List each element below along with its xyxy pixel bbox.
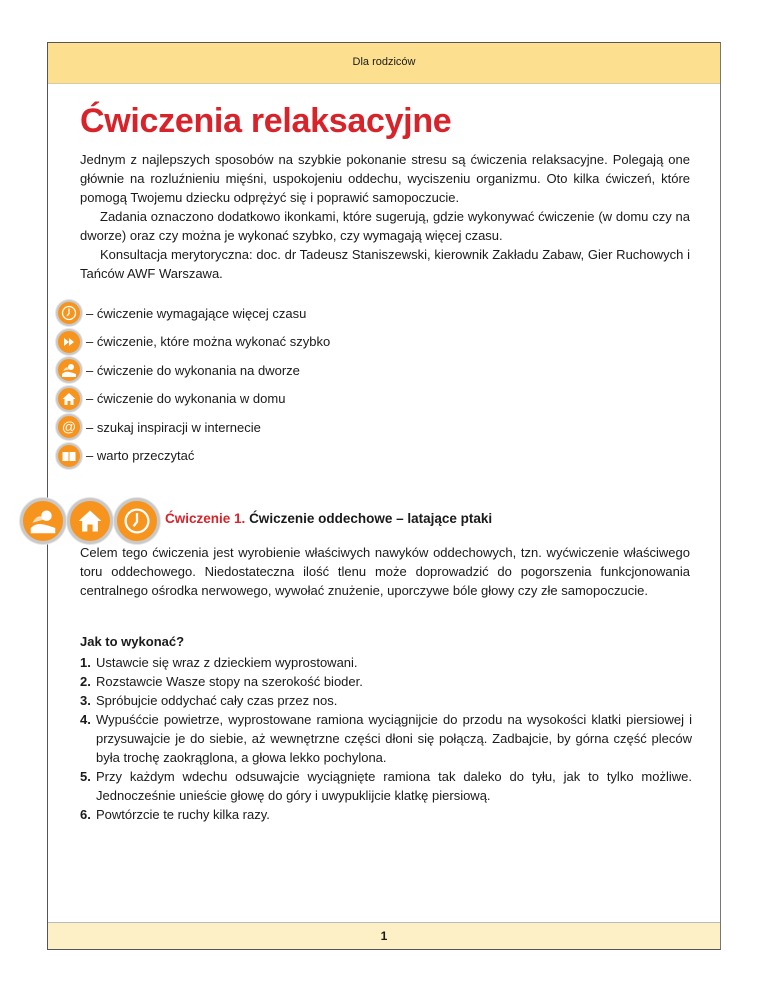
legend-item bbox=[56, 356, 330, 385]
step-number: 1. bbox=[80, 655, 91, 670]
intro-paragraph: Zadania oznaczono dodatkowo ikonkami, które sugerują, gdzie wykonywać ćwiczenie (w domu czy na dworze) oraz czy można je wykonać szybko, czy wymagają więcej czasu. bbox=[80, 209, 690, 243]
page-title: Ćwiczenia relaksacyjne bbox=[80, 102, 452, 140]
exercise-number: Ćwiczenie 1. bbox=[165, 511, 246, 526]
how-to-heading: Jak to wykonać? bbox=[80, 634, 185, 649]
step-text: Powtórzcie te ruchy kilka razy. bbox=[96, 807, 270, 822]
exercise-description bbox=[80, 543, 690, 600]
step-text: Ustawcie się wraz z dzieckiem wyprostowani. bbox=[96, 655, 358, 670]
exercise-heading bbox=[165, 511, 492, 526]
steps-list bbox=[80, 653, 692, 824]
list-item bbox=[80, 767, 692, 805]
outdoor-icon bbox=[56, 357, 82, 383]
section-header: Dla rodziców bbox=[48, 43, 720, 84]
description-paragraph: Celem tego ćwiczenia jest wyrobienie właściwych nawyków oddechowych, tzn. wyćwiczenie właściwego toru oddechowego. Niedostateczna ilość tlenu może doprowadzić do pogorszenia funkcjonowania centralnego ośrodka nerwowego, wywołać znużenie, uporczywe bóle głowy czy złe samopoczucie. bbox=[80, 545, 690, 598]
book-icon bbox=[56, 443, 82, 469]
step-number: 6. bbox=[80, 807, 91, 822]
step-text: Rozstawcie Wasze stopy na szerokość bioder. bbox=[96, 674, 363, 689]
outdoor-icon bbox=[20, 498, 66, 544]
list-item bbox=[80, 710, 692, 767]
step-number: 4. bbox=[80, 712, 91, 727]
intro-paragraph: Konsultacja merytoryczna: doc. dr Tadeusz Staniszewski, kierownik Zakładu Zabaw, Gier Ruchowych i Tańców AWF Warszawa. bbox=[80, 247, 690, 281]
step-text: Wypuśćcie powietrze, wyprostowane ramiona wyciągnijcie do przodu na wysokości klatki piersiowej i przysuwajcie je do siebie, aż wewnętrzne części dłoni się połączą. Zadbajcie, by górna część pleców była trochę zaokrąglona, a głowa lekko pochylona. bbox=[96, 712, 692, 765]
at-sign-icon bbox=[56, 414, 82, 440]
list-item bbox=[80, 653, 692, 672]
step-text: Spróbujcie oddychać cały czas przez nos. bbox=[96, 693, 338, 708]
clock-icon bbox=[114, 498, 160, 544]
legend-item bbox=[56, 442, 330, 471]
list-item bbox=[80, 805, 692, 824]
clock-icon bbox=[56, 300, 82, 326]
intro-text bbox=[80, 150, 690, 283]
step-text: Przy każdym wdechu odsuwajcie wyciągnięte ramiona tak daleko do tyłu, jak to tylko możliwe. Jednocześnie unieście głowę do góry i uwypuklijcie klatkę piersiową. bbox=[96, 769, 692, 803]
house-icon bbox=[56, 386, 82, 412]
legend-label: – ćwiczenie, które można wykonać szybko bbox=[86, 334, 331, 350]
legend-label: – warto przeczytać bbox=[86, 448, 195, 464]
list-item bbox=[80, 672, 692, 691]
legend-item bbox=[56, 385, 330, 414]
legend-label: – ćwiczenie do wykonania na dworze bbox=[86, 362, 300, 378]
page-number: 1 bbox=[48, 922, 720, 949]
legend-label: – ćwiczenie do wykonania w domu bbox=[86, 391, 286, 407]
exercise-icons bbox=[20, 498, 161, 544]
intro-paragraph: Jednym z najlepszych sposobów na szybkie pokonanie stresu są ćwiczenia relaksacyjne. Polegają one głównie na rozluźnieniu mięśni, uspokojeniu oddechu, wyciszeniu organizmu. Oto kilka ćwiczeń, które pomogą Twojemu dziecku odprężyć się i poprawić samopoczucie. bbox=[80, 152, 690, 205]
step-number: 5. bbox=[80, 769, 91, 784]
exercise-name: Ćwiczenie oddechowe – latające ptaki bbox=[249, 511, 493, 526]
legend-item bbox=[56, 299, 330, 328]
icon-legend bbox=[56, 299, 330, 470]
legend-label: – ćwiczenie wymagające więcej czasu bbox=[86, 305, 307, 321]
house-icon bbox=[67, 498, 113, 544]
legend-label: – szukaj inspiracji w internecie bbox=[86, 419, 261, 435]
fast-forward-icon bbox=[56, 329, 82, 355]
list-item bbox=[80, 691, 692, 710]
step-number: 2. bbox=[80, 674, 91, 689]
legend-item bbox=[56, 328, 330, 357]
step-number: 3. bbox=[80, 693, 91, 708]
legend-item bbox=[56, 413, 330, 442]
